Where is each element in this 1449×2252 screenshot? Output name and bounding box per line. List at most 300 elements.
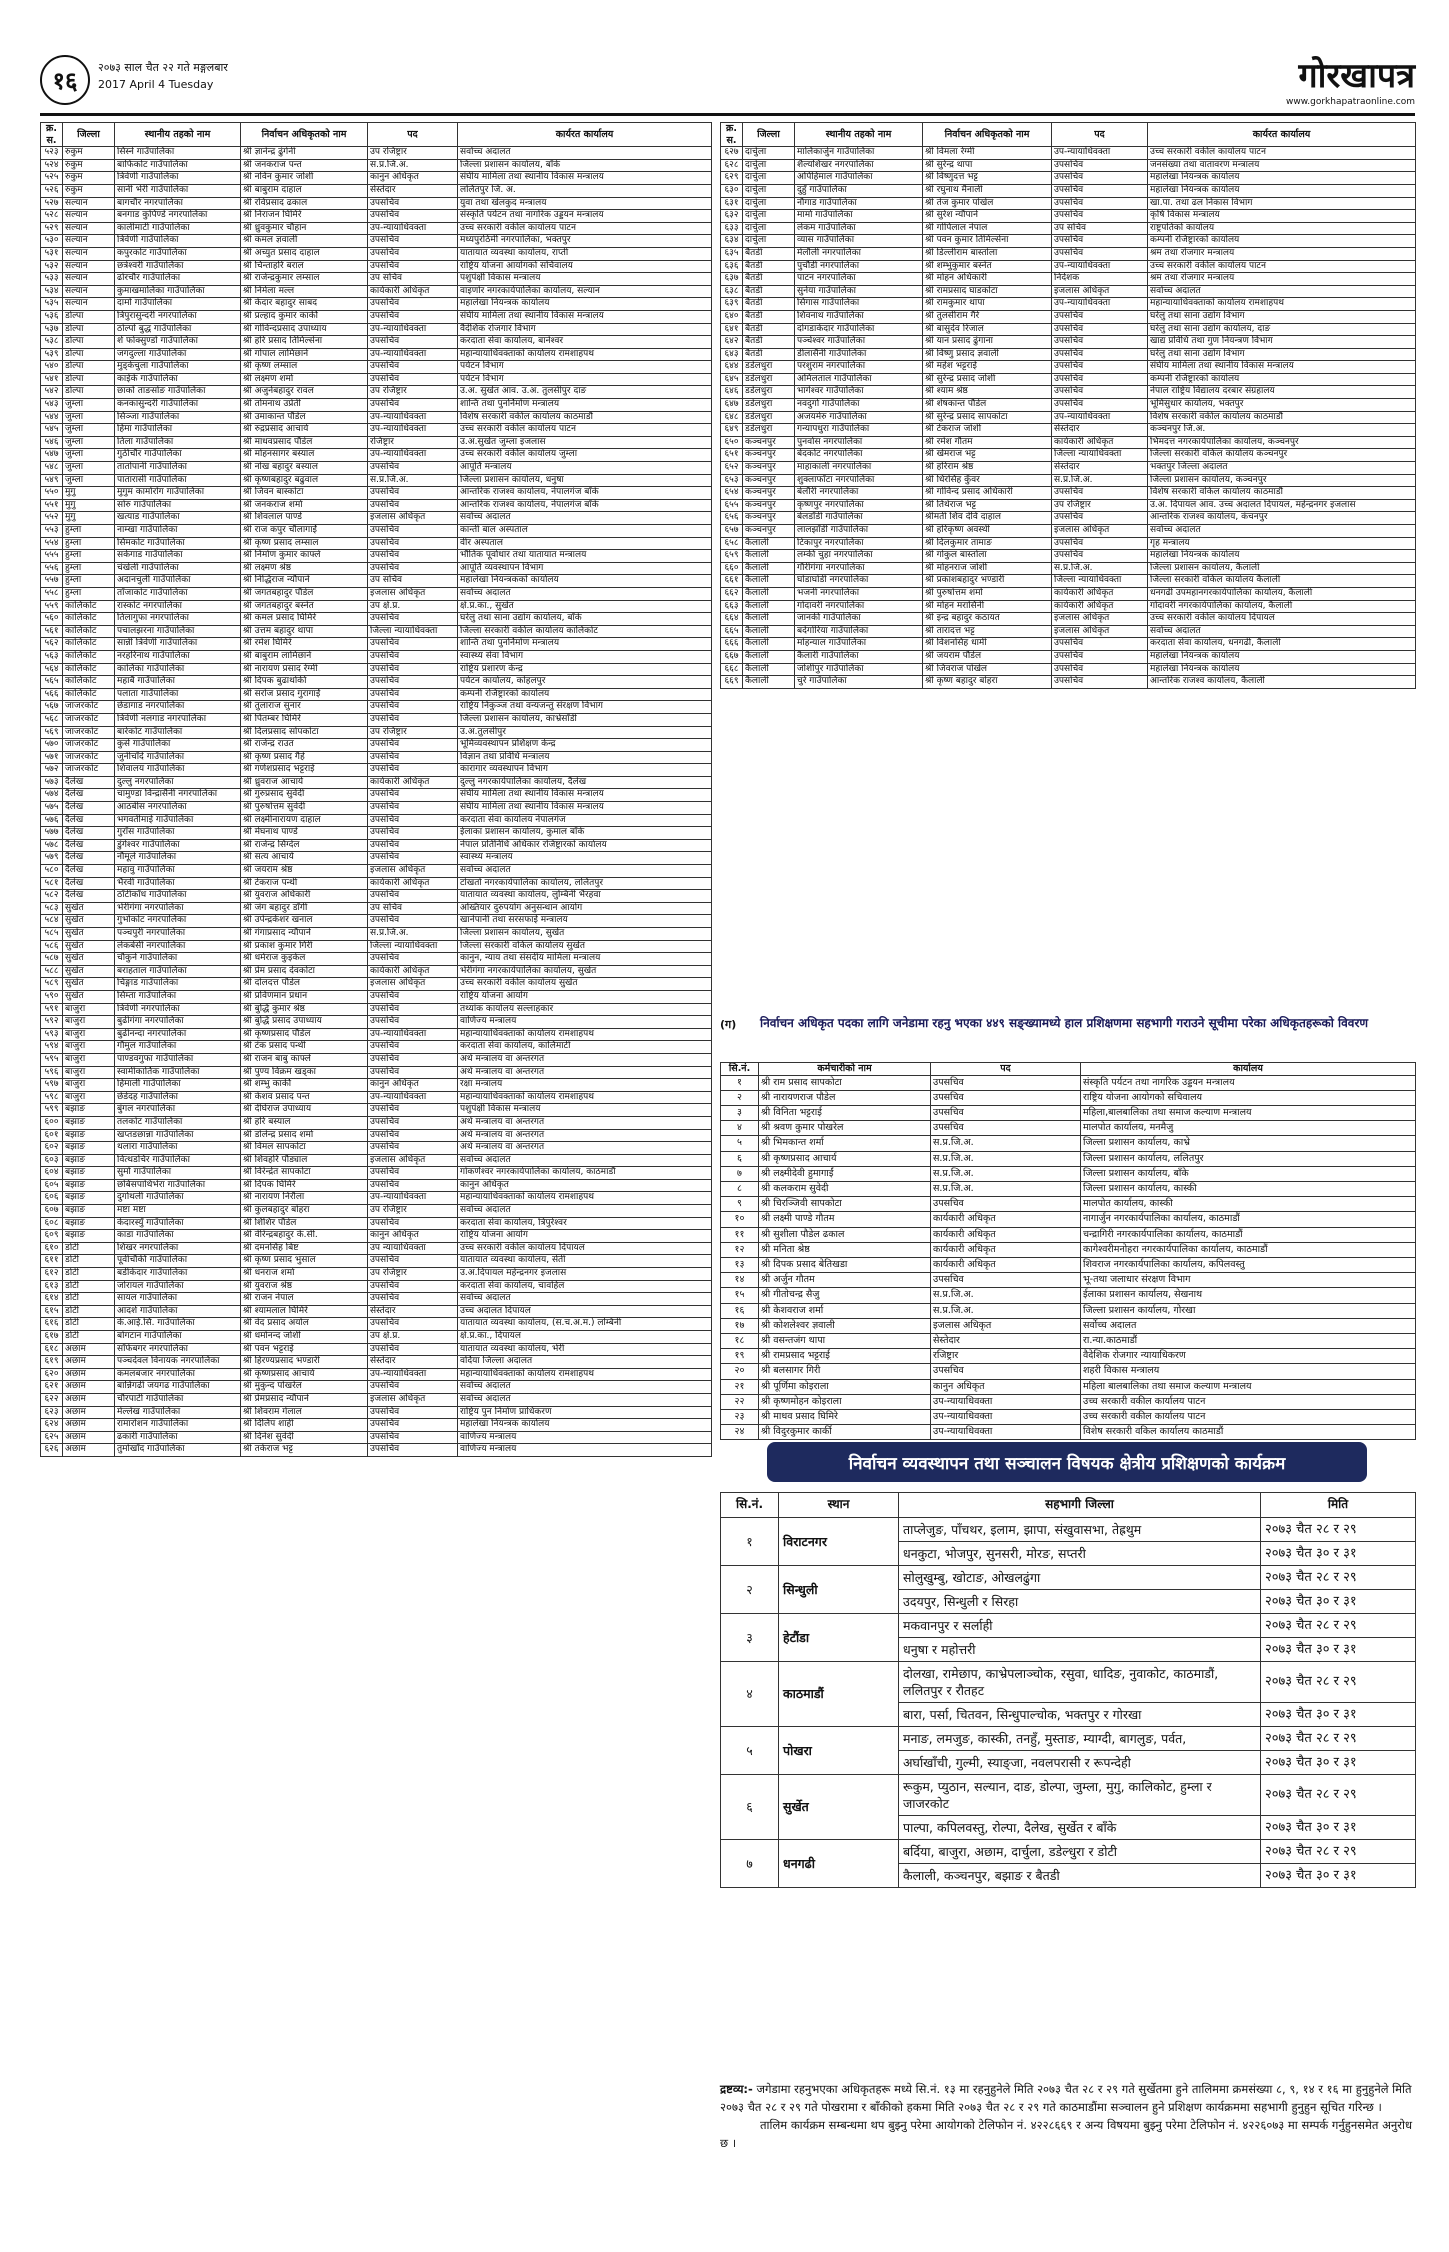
table-row (41, 449, 712, 462)
table-cell: करदाता सेवा कार्यालय, चावहिल (458, 1280, 712, 1293)
table-cell: श्री हिरण्यप्रसाद भण्डारी (241, 1356, 368, 1369)
table-cell: दैलेख (63, 789, 115, 802)
table-cell: डडेलधुरा (743, 373, 795, 386)
table-cell: उप रजिष्ट्रार (368, 1268, 458, 1281)
table-cell: शुक्लाफाँटा नगरपालिका (795, 474, 923, 487)
table-cell: श्री धर्मानन्द जोशी (241, 1331, 368, 1344)
table-cell: श्री चिरञ्जिवी सापकोटा (759, 1197, 931, 1212)
table-row (41, 613, 712, 626)
table-row (721, 147, 1416, 160)
table-cell: संघीय मामिला तथा स्थानीय विकास मन्त्रालय (458, 802, 712, 815)
table-cell: तातोपानी गाउँपालिका (115, 462, 241, 475)
table-cell: जुम्ला (63, 462, 115, 475)
table-cell: उपसचिव (1052, 676, 1148, 689)
table-row (41, 764, 712, 777)
schedule-date: २०७३ चैत २८ र २९ (1261, 1726, 1416, 1750)
table-cell: दुल्लु नगरकार्यपालिका कार्यालय, दैलेख (458, 776, 712, 789)
table-cell: सेस्तेदार (368, 1305, 458, 1318)
table-cell: काईके गाउँपालिका (115, 373, 241, 386)
table-cell: श्री कोशलेश्वर ज्ञवाली (759, 1318, 931, 1333)
table-cell: उप रजिष्ट्रार (368, 147, 458, 160)
table-cell: इजलास अधिकृत (368, 865, 458, 878)
table-cell: ५५९ (41, 600, 63, 613)
table-cell: अख्तियार दुरुपयोग अनुसन्धान आयोग (458, 902, 712, 915)
table-cell: ६४८ (721, 411, 743, 424)
table-row (41, 1419, 712, 1432)
table-row (41, 890, 712, 903)
table-cell: श्री प्रकाश कुमार गिरी (241, 940, 368, 953)
table-cell: उप-न्यायाधिवक्ता (931, 1425, 1081, 1440)
table-cell: उपसचिव (931, 1273, 1081, 1288)
table-cell: श्री ध्रुवकुमार चौहान (241, 222, 368, 235)
table-cell: उच्च सरकारी वकील कार्यालय पाटन (1081, 1394, 1416, 1409)
table-cell: उपसचिव (1052, 361, 1148, 374)
table-row (41, 373, 712, 386)
table-cell: उ.अ.दिपायल महेन्द्रनगर इजलास (458, 1268, 712, 1281)
table-cell: श्री अच्युत प्रसाद दाहाल (241, 247, 368, 260)
table-cell: टिकापुर नगरपालिका (795, 537, 923, 550)
table-cell: श्री कृष्णबहादुर बढुवाल (241, 474, 368, 487)
table-cell: जिल्ला सरकारी वकिल कार्यालय सुर्खेत (458, 940, 712, 953)
table-row (721, 424, 1416, 437)
table-cell: बेलडाँडी गाउँपालिका (795, 512, 923, 525)
table-cell: चन्द्रागिरी नगरकार्यपालिका कार्यालय, काठमाडौं (1081, 1227, 1416, 1242)
table-cell: श्री जंग बहादुर डाँगी (241, 902, 368, 915)
table-cell: श्री लक्ष्मीदेवी हुमागाईं (759, 1166, 931, 1181)
table-cell: डुंगेश्वर गाउँपालिका (115, 839, 241, 852)
table-cell: उपसचिव (368, 764, 458, 777)
table-cell: दार्चुला (743, 147, 795, 160)
table-cell: श्री उत्तम बहादुर थापा (241, 625, 368, 638)
schedule-row (721, 1726, 1416, 1750)
table-row (41, 1305, 712, 1318)
table-cell: कञ्चनपुर (743, 436, 795, 449)
table-cell: श्री ध्रुवराज आचार्य (241, 776, 368, 789)
table-cell: उ.अ.सुर्खेत जुम्ला इजलास (458, 436, 712, 449)
table-cell: महालेखा नियन्त्रक कार्यालय (458, 298, 712, 311)
table-cell: श्री दिपक घिमिरे (241, 1179, 368, 1192)
table-row (41, 1142, 712, 1155)
schedule-date: २०७३ चैत ३० र ३१ (1261, 1589, 1416, 1613)
table-cell: उपसचिव (368, 701, 458, 714)
table-cell: राष्ट्रिय योजना आयोगको सचिवालय (458, 260, 712, 273)
table-cell: उपसचिव (1052, 210, 1148, 223)
table-cell: करदाता सेवा कार्यालय, कालिमाटी (458, 1041, 712, 1054)
table-row (721, 537, 1416, 550)
table-cell: श्री खेमराज भट्ट (923, 449, 1052, 462)
table-cell: श्री निर्मला मल्ल (241, 285, 368, 298)
table-cell: श्री शिशिर पौडेल (241, 1217, 368, 1230)
table-cell: ५९१ (41, 1003, 63, 1016)
table-cell: ६०८ (41, 1217, 63, 1230)
table-cell: उपसचिव (368, 638, 458, 651)
table-row (721, 1303, 1416, 1318)
table-row (41, 663, 712, 676)
column-header: पद (1052, 123, 1148, 147)
table-row (721, 650, 1416, 663)
table-cell: स.प्र.जि.अ. (368, 928, 458, 941)
table-cell: उच्च सरकारी वकील कार्यालय पाटन (1148, 147, 1416, 160)
table-cell: ६६७ (721, 650, 743, 663)
table-cell: उपसचिव (368, 487, 458, 500)
table-cell: बारेकोट गाउँपालिका (115, 726, 241, 739)
table-cell: स.प्र.जि.अ. (931, 1166, 1081, 1181)
table-cell: ६२६ (41, 1444, 63, 1457)
column-header: कार्यरत कार्यालय (1148, 123, 1416, 147)
table-cell: दार्चुला (743, 184, 795, 197)
table-cell: कम्पनी रजिष्ट्रारको कार्यालय (458, 688, 712, 701)
table-cell: ठोल्पो बुद्ध गाउँपालिका (115, 323, 241, 336)
table-cell: त्रिपुरासुन्दरी नगरपालिका (115, 310, 241, 323)
table-cell: उपसचिव (368, 1293, 458, 1306)
table-cell: उपसचिव (1052, 650, 1148, 663)
table-cell: उपसचिव (368, 1053, 458, 1066)
table-cell: जिल्ला प्रशासन कार्यालय, गोरखा (1081, 1303, 1416, 1318)
table-cell: कपुरकोट गाउँपालिका (115, 247, 241, 260)
table-cell: शिवराज नगरकार्यपालिका कार्यालय, कपिलवस्तु (1081, 1258, 1416, 1273)
table-cell: अदानचुली गाउँपालिका (115, 575, 241, 588)
table-cell: महान्यायाधिवक्ताको कार्यालय रामशाहपथ (458, 1192, 712, 1205)
table-cell: नवदुर्गा गाउँपालिका (795, 399, 923, 412)
table-cell: बझाङ (63, 1167, 115, 1180)
table-cell: ५२४ (41, 159, 63, 172)
table-cell: संस्कृति पर्यटन तथा नागरिक उड्डयन मन्त्रालय (458, 210, 712, 223)
table-cell: श्री विष्णुदत्त भट्ट (923, 172, 1052, 185)
table-cell: घरेलु तथा साना उद्योग विभाग (1148, 310, 1416, 323)
table-row (41, 260, 712, 273)
section-title: निर्वाचन अधिकृत पदका लागि जनेडामा रहनु भएका ४४९ सङ्ख्यामध्ये हाल प्रशिक्षणमा सहभागी गराउने सूचीमा परेका अधिकृतहरूको विवरण (760, 1016, 1369, 1030)
table-cell: श्री निराजन घिमिरे (241, 210, 368, 223)
column-header: जिल्ला (743, 123, 795, 147)
table-cell: उपसचिव (368, 562, 458, 575)
table-row (721, 474, 1416, 487)
table-cell: बराहताल गाउँपालिका (115, 965, 241, 978)
table-cell: बाजुरा (63, 1041, 115, 1054)
table-cell: ६५२ (721, 462, 743, 475)
table-cell: लम्की चुहा नगरपालिका (795, 550, 923, 563)
table-cell: श्री माधव प्रसाद घिमिरे (759, 1410, 931, 1425)
table-header (721, 1063, 1416, 1076)
table-row (721, 172, 1416, 185)
table-cell: ५७१ (41, 751, 63, 764)
table-row (721, 625, 1416, 638)
table-row (41, 1028, 712, 1041)
table-cell: ५७६ (41, 814, 63, 827)
table-cell: श्री श्याम श्रेष्ठ (923, 386, 1052, 399)
table-cell: शैल्यशिखर नगरपालिका (795, 159, 923, 172)
table-cell: श्री गुरुप्रसाद सुवेदी (241, 789, 368, 802)
table-cell: ६४२ (721, 336, 743, 349)
table-cell: स.प्र.जि.अ. (368, 159, 458, 172)
table-cell: ६०४ (41, 1167, 63, 1180)
training-schedule-table (720, 1492, 1416, 1888)
table-row (41, 298, 712, 311)
table-cell: उप सचिव (1052, 222, 1148, 235)
table-row (721, 462, 1416, 475)
table-cell: कालिका गाउँपालिका (115, 663, 241, 676)
table-cell: इजलास अधिकृत (1052, 625, 1148, 638)
table-cell: ६६३ (721, 600, 743, 613)
table-cell: यातायात व्यवस्था कार्यालय, राप्ती (458, 247, 712, 260)
table-cell: भजनी नगरपालिका (795, 587, 923, 600)
table-cell: ६५६ (721, 512, 743, 525)
table-cell: श्री मनिता श्रेष्ठ (759, 1242, 931, 1257)
table-cell: ६३४ (721, 235, 743, 248)
table-cell: १२ (721, 1242, 759, 1257)
table-cell: गुराँस गाउँपालिका (115, 827, 241, 840)
table-cell: बझाङ (63, 1230, 115, 1243)
table-cell: ६५४ (721, 487, 743, 500)
table-cell: राष्ट्रिय योजना आयोग (458, 990, 712, 1003)
reserve-officers-heading (720, 1015, 1415, 1032)
table-cell: डोटी (63, 1268, 115, 1281)
table-cell: श्री माधवप्रसाद पौडेल (241, 436, 368, 449)
table-cell: ६१७ (41, 1331, 63, 1344)
table-row (721, 411, 1416, 424)
table-cell: ६१९ (41, 1356, 63, 1369)
table-cell: श्रम तथा रोजगार मन्त्रालय (1148, 247, 1416, 260)
table-cell: श्री प्रेमप्रसाद न्यौपाने (241, 1393, 368, 1406)
table-cell: ११ (721, 1227, 759, 1242)
table-cell: उपसचिव (1052, 247, 1148, 260)
table-cell: दोगडाकेदार गाउँपालिका (795, 323, 923, 336)
table-cell: श्री विशनसिंह धामी (923, 638, 1052, 651)
table-cell: डोटी (63, 1305, 115, 1318)
table-row (721, 1349, 1416, 1364)
table-cell: ५ (721, 1136, 759, 1151)
table-cell: कार्यकारी अधिकृत (931, 1258, 1081, 1273)
table-cell: श्री हरिराम श्रेष्ठ (923, 462, 1052, 475)
table-cell: महान्यायाधिवक्ताको कार्यालय रामशाहपथ (1148, 298, 1416, 311)
table-cell: उपसचिव (368, 1406, 458, 1419)
table-cell: रुकुम (63, 184, 115, 197)
table-cell: लालझाँडी गाउँपालिका (795, 525, 923, 538)
table-row (721, 1136, 1416, 1151)
table-cell: अछाम (63, 1343, 115, 1356)
table-row (41, 990, 712, 1003)
table-cell: ५९६ (41, 1066, 63, 1079)
table-cell: हुम्ला (63, 562, 115, 575)
table-row (41, 310, 712, 323)
table-cell: श्री नारायण प्रसाद रेग्मी (241, 663, 368, 676)
table-cell: कार्यकारी अधिकृत (1052, 587, 1148, 600)
table-row (41, 852, 712, 865)
table-cell: ईलाका प्रशासन कार्यालय, सेखनाथ (1081, 1288, 1416, 1303)
table-cell: कार्यकारी अधिकृत (368, 877, 458, 890)
table-cell: ५७२ (41, 764, 63, 777)
table-cell: बाफिकोट गाउँपालिका (115, 159, 241, 172)
table-cell: गुठीचौर गाउँपालिका (115, 449, 241, 462)
table-cell: श्री पितम्बर घिमिरे (241, 713, 368, 726)
section-label: (ग) (720, 1018, 737, 1031)
table-cell: बैतडी (743, 323, 795, 336)
table-cell: श्री रविप्रसाद ढकाल (241, 197, 368, 210)
column-header: स्थान (779, 1493, 899, 1518)
table-cell: डोटी (63, 1331, 115, 1344)
table-cell: ६५७ (721, 525, 743, 538)
table-cell: पलाता गाउँपालिका (115, 688, 241, 701)
table-cell: ६०९ (41, 1230, 63, 1243)
table-cell: उपसचिव (368, 1280, 458, 1293)
table-cell: श्री गोविन्द प्रसाद अधिकारी (923, 487, 1052, 500)
table-cell: कानुन अधिकृत (458, 1179, 712, 1192)
table-cell: संघीय मामिला तथा स्थानीय विकास मन्त्रालय (458, 172, 712, 185)
table-cell: कालिकोट (63, 688, 115, 701)
table-row (721, 399, 1416, 412)
table-cell: मालपोत कार्यालय, कास्की (1081, 1197, 1416, 1212)
table-cell: घरेलु तथा साना उद्योग विभाग (1148, 348, 1416, 361)
table-cell: ५६२ (41, 638, 63, 651)
table-row (41, 928, 712, 941)
table-cell: श्री जिवन बास्कोटा (241, 487, 368, 500)
table-cell: ५७३ (41, 776, 63, 789)
table-row (41, 487, 712, 500)
table-cell: पञ्चेश्वर गाउँपालिका (795, 336, 923, 349)
table-cell: महालेखा नियन्त्रक कार्यालय (458, 1419, 712, 1432)
table-cell: ताँजाकोट गाउँपालिका (115, 587, 241, 600)
table-cell: जिल्ला न्यायाधिवक्ता (368, 940, 458, 953)
table-cell: ६१० (41, 1242, 63, 1255)
table-cell: कानुन अधिकृत (368, 1079, 458, 1092)
table-cell: ६२३ (41, 1406, 63, 1419)
table-cell: श्री लक्ष्मण श्रेष्ठ (241, 562, 368, 575)
table-cell: १६ (721, 1303, 759, 1318)
table-cell: सर्वोच्च अदालत (458, 147, 712, 160)
table-row (41, 1066, 712, 1079)
table-cell: थलारा गाउँपालिका (115, 1142, 241, 1155)
table-cell: कञ्चनपुर (743, 487, 795, 500)
table-cell: उपसचिव (368, 802, 458, 815)
schedule-date: २०७३ चैत २८ र २९ (1261, 1613, 1416, 1637)
table-cell: श्री रमेश गौतम (923, 436, 1052, 449)
table-cell: कृष्णपुर नगरपालिका (795, 499, 923, 512)
table-cell: बैतडी (743, 348, 795, 361)
table-cell: महालेखा नियन्त्रक कार्यालय (1148, 650, 1416, 663)
table-cell: श्री गंगाप्रसाद न्यौपाने (241, 928, 368, 941)
schedule-place: धनगढी (779, 1839, 899, 1887)
table-cell: शहरी विकास मन्त्रालय (1081, 1364, 1416, 1379)
table-cell: ५५३ (41, 525, 63, 538)
table-row (41, 1268, 712, 1281)
table-cell: श्री कृष्ण प्रसाद लम्साल (241, 537, 368, 550)
table-cell: श्री कलकराम सुवेदी (759, 1182, 931, 1197)
table-cell: ५३८ (41, 336, 63, 349)
table-cell: डोल्पा (63, 361, 115, 374)
table-row (41, 638, 712, 651)
table-cell: उ.अ. दिपायल आव. उच्च अदालत दिपायल, महेन्द्रनगर इजलास (1148, 499, 1416, 512)
schedule-place: काठमाडौं (779, 1661, 899, 1726)
table-row (41, 499, 712, 512)
table-cell: ५३५ (41, 298, 63, 311)
table-cell: जोरायल गाउँपालिका (115, 1280, 241, 1293)
schedule-districts: मकवानपुर र सर्लाही (899, 1613, 1261, 1637)
table-cell: ५६१ (41, 625, 63, 638)
table-cell: उपसचिव (368, 462, 458, 475)
table-cell: गौरीगंगा नगरपालिका (795, 562, 923, 575)
table-cell: २१ (721, 1379, 759, 1394)
column-header: जिल्ला (63, 123, 115, 147)
table-cell: पञ्चपुरी नगरपालिका (115, 928, 241, 941)
table-cell: स्वास्थ्य सेवा विभाग (458, 650, 712, 663)
table-cell: सुर्खेत (63, 990, 115, 1003)
table-cell: ५४९ (41, 474, 63, 487)
table-cell: कञ्चनपुर (743, 474, 795, 487)
header-rule (40, 113, 1415, 116)
table-cell: उप-न्यायाधिवक्ता (1052, 147, 1148, 160)
table-cell: उपसचिव (931, 1090, 1081, 1105)
table-cell: उपसचिव (1052, 537, 1148, 550)
table-cell: कञ्चनपुर (743, 525, 795, 538)
table-row (41, 701, 712, 714)
table-cell: घोडाघोडी नगरपालिका (795, 575, 923, 588)
table-cell: उप न्यायाधिवक्ता (368, 1242, 458, 1255)
schedule-place: सुर्खेत (779, 1774, 899, 1839)
table-cell: स्वामीकार्तिक गाउँपालिका (115, 1066, 241, 1079)
table-cell: कालिकोट (63, 600, 115, 613)
table-cell: जिल्ला सरकारी वकिल कार्यालय कैलाली (1148, 575, 1416, 588)
table-cell: शान्ति तथा पुनर्निर्माण मन्त्रालय (458, 399, 712, 412)
table-cell: खा.पा. तथा ढल निकास विभाग (1148, 197, 1416, 210)
table-cell: ढकारी गाउँपालिका (115, 1431, 241, 1444)
table-cell: जिल्ला सरकारी वकिल कार्यालय कञ्चनपुर (1148, 449, 1416, 462)
table-cell: क्षे.प्र.का., दिपायल (458, 1331, 712, 1344)
table-row (721, 1425, 1416, 1440)
column-header: सि.नं. (721, 1493, 779, 1518)
table-cell: श्री गोकुल बास्तोला (923, 550, 1052, 563)
table-cell: बझाङ (63, 1179, 115, 1192)
table-cell: बझाङ (63, 1142, 115, 1155)
table-cell: श्री कमल ज्ञवाली (241, 235, 368, 248)
schedule-date: २०७३ चैत ३० र ३१ (1261, 1637, 1416, 1661)
table-cell: ५३२ (41, 260, 63, 273)
table-row (721, 336, 1416, 349)
table-cell: सुर्खेत (63, 915, 115, 928)
table-cell: महाबै गाउँपालिका (115, 676, 241, 689)
table-cell: पर्यटन विभाग (458, 361, 712, 374)
date-english: 2017 April 4 Tuesday (98, 78, 214, 91)
table-row (721, 386, 1416, 399)
table-cell: उप रजिष्ट्रार (368, 726, 458, 739)
table-cell: उपसचिव (368, 688, 458, 701)
table-cell: डडेलधुरा (743, 424, 795, 437)
table-cell: १७ (721, 1318, 759, 1333)
table-cell: सेस्तेदार (368, 1356, 458, 1369)
table-cell: उप-न्यायाधिवक्ता (931, 1410, 1081, 1425)
table-cell: जिल्ला प्रशासन कार्यालय, कास्की (1081, 1182, 1416, 1197)
table-cell: ६५५ (721, 499, 743, 512)
table-cell: उपसचिव (1052, 184, 1148, 197)
table-cell: सुर्खेत (63, 940, 115, 953)
table-cell: हुम्ला (63, 537, 115, 550)
table-cell: श्री युवराज श्रेष्ठ (241, 1280, 368, 1293)
table-row (721, 1227, 1416, 1242)
table-cell: जुम्ला (63, 474, 115, 487)
table-cell: जाजरकोट (63, 739, 115, 752)
table-cell: वैदेशिक रोजगार विभाग (458, 323, 712, 336)
table-cell: कार्यकारी अधिकृत (1052, 600, 1148, 613)
table-row (41, 424, 712, 437)
table-cell: भूमिव्यवस्थापन प्रशिक्षण केन्द्र (458, 739, 712, 752)
table-cell: कञ्चनपुर (743, 499, 795, 512)
table-cell: महालेखा नियन्त्रक कार्यालय (1148, 663, 1416, 676)
table-cell: स.प्र.जि.अ. (931, 1136, 1081, 1151)
table-cell: श्री नारायणराज पौडेल (759, 1090, 931, 1105)
table-cell: ६४१ (721, 323, 743, 336)
table-cell: श्री तुलसीराम गैरे (923, 310, 1052, 323)
table-cell: श्री भिमकान्त शर्मा (759, 1136, 931, 1151)
table-cell: श्री वीरेन्द्रबहादुर के.सी. (241, 1230, 368, 1243)
table-cell: कार्यकारी अधिकृत (931, 1212, 1081, 1227)
